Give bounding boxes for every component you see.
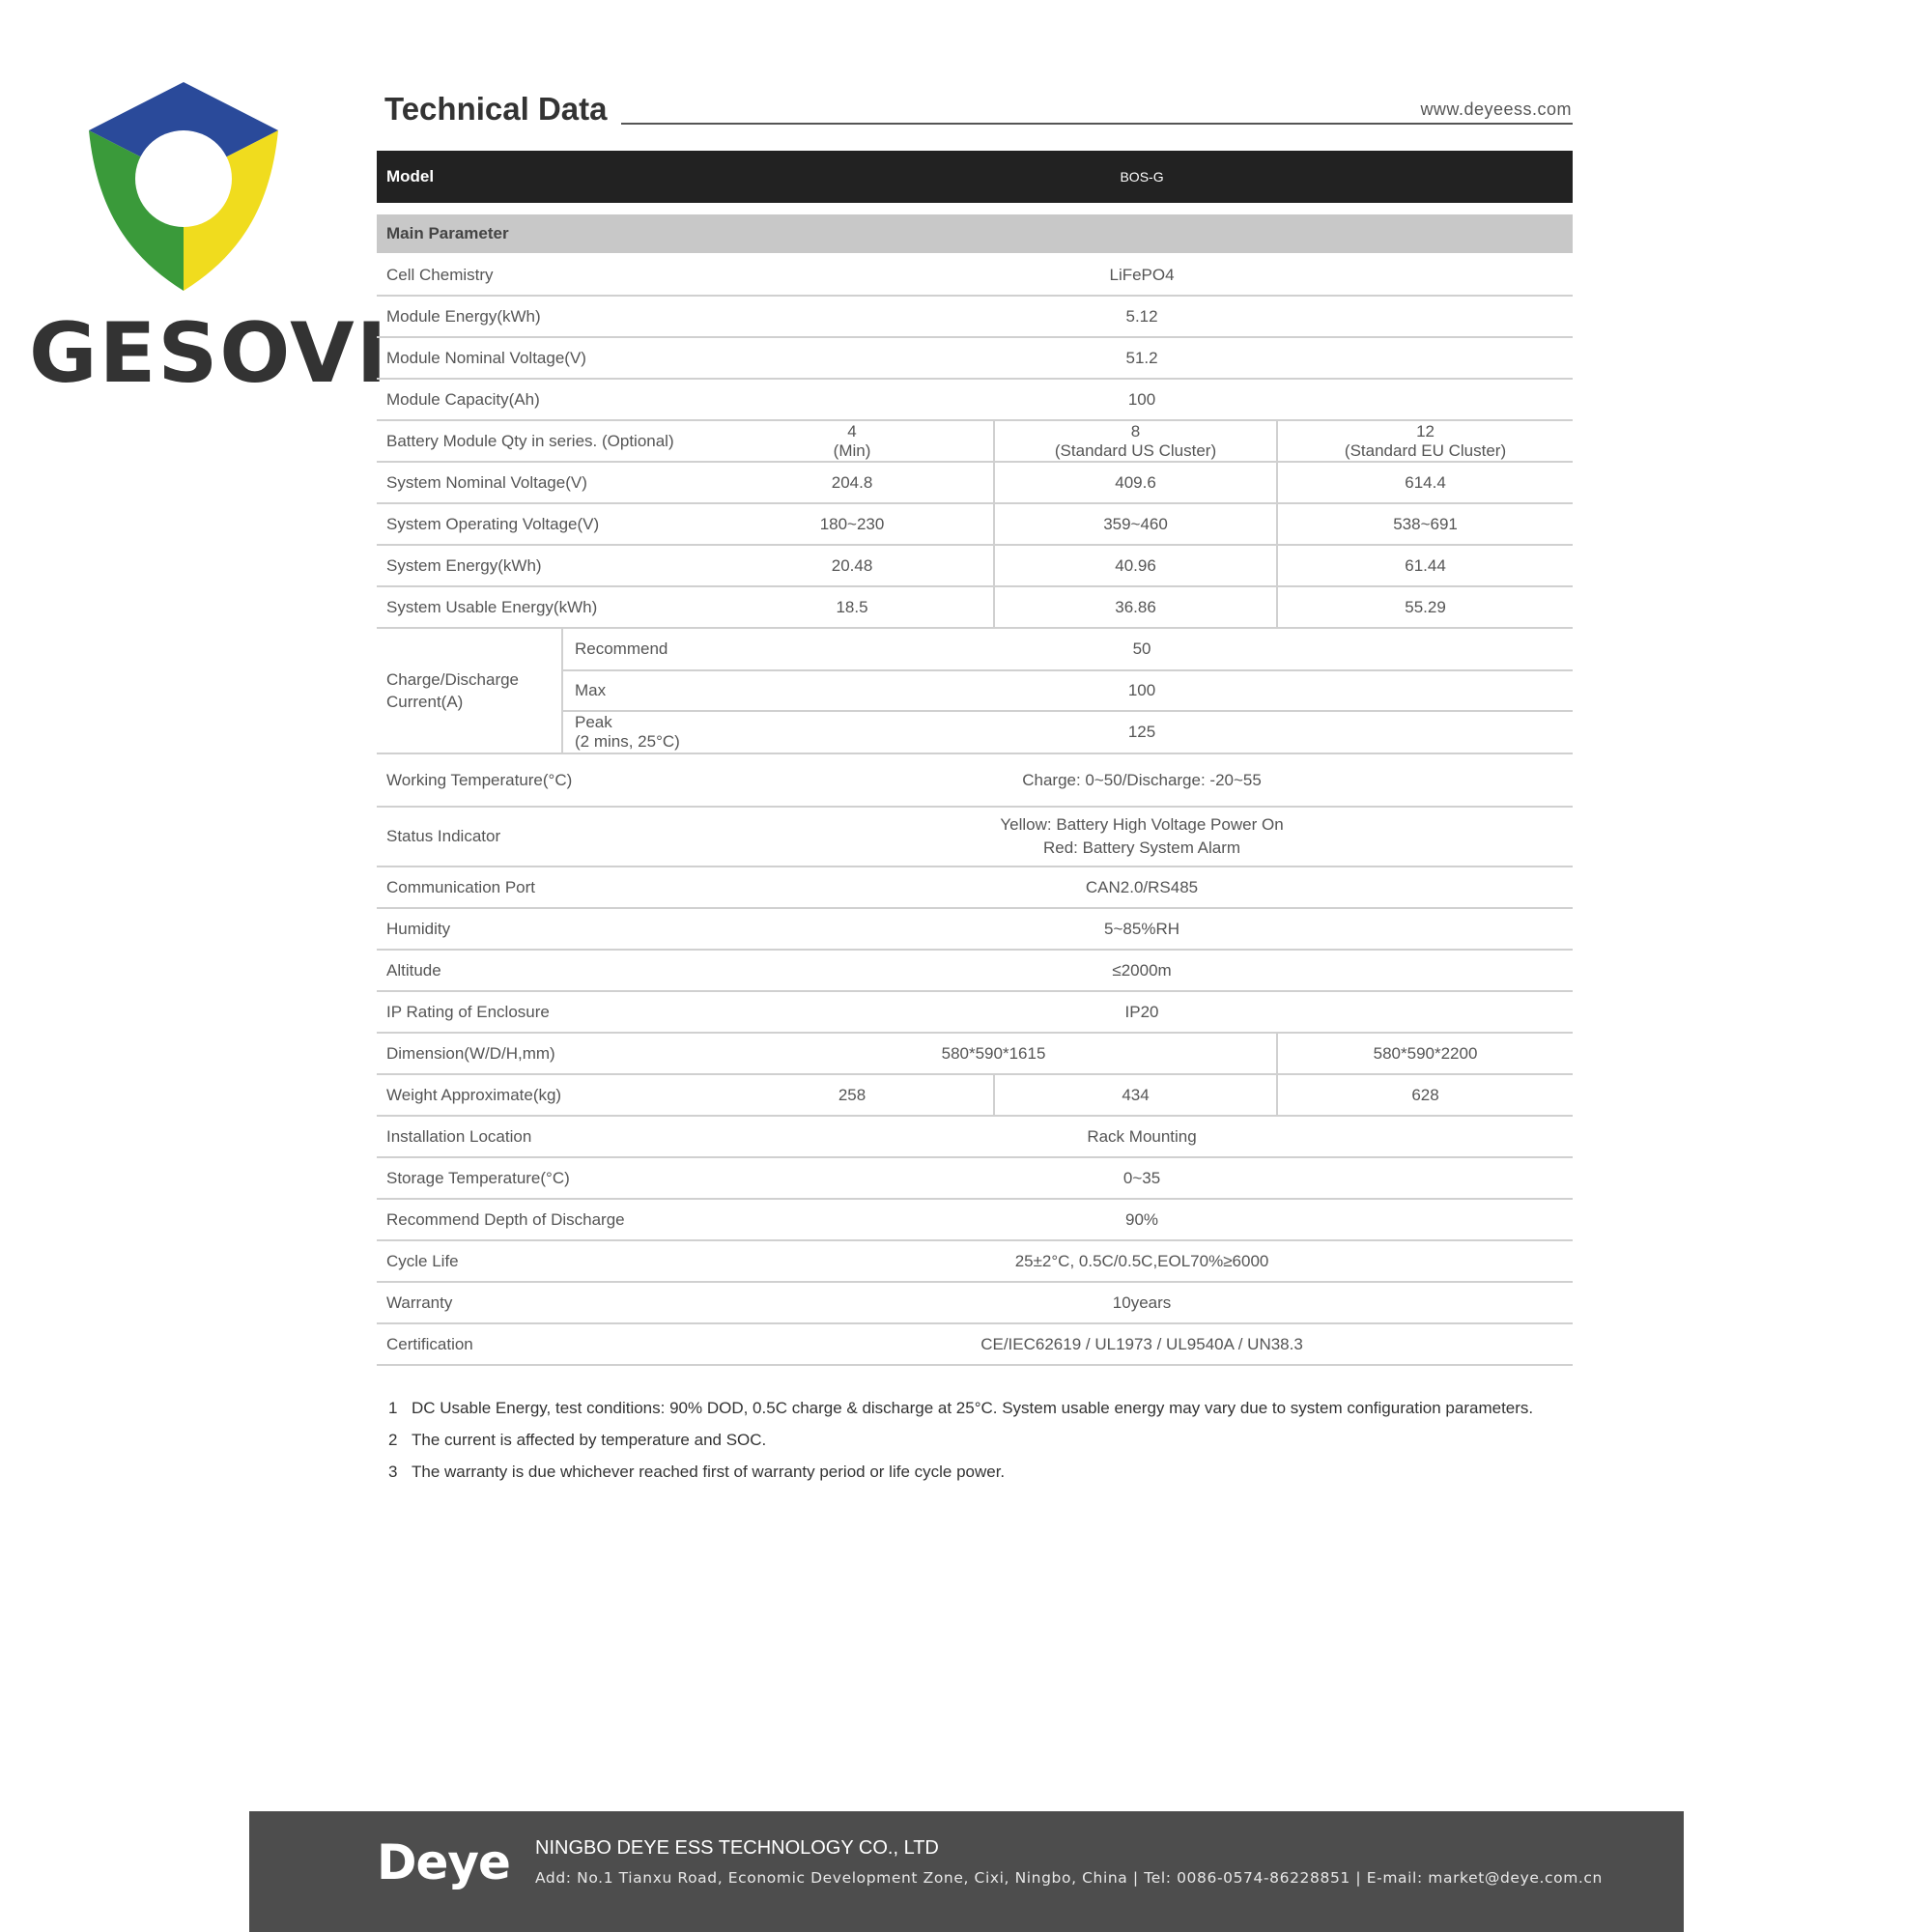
module-qty-us: 8 (Standard US Cluster) [994, 420, 1277, 462]
footnote: 1 DC Usable Energy, test conditions: 90% DOD, 0.5C charge & discharge at 25°C. System usable energy may vary due to system configuration parameters. [388, 1399, 1534, 1417]
comm-port-value: CAN2.0/RS485 [711, 867, 1573, 908]
footnotes [388, 1399, 1586, 1494]
website-link[interactable]: www.deyeess.com [1420, 99, 1572, 119]
table-row [377, 991, 1573, 1033]
table-cell: 628 [1277, 1074, 1573, 1116]
footnote: 3 The warranty is due whichever reached first of warranty period or life cycle power. [388, 1463, 1006, 1481]
comm-port-label: Communication Port [377, 867, 711, 908]
operating-voltage-label: System Operating Voltage(V) [377, 503, 711, 545]
table-row [377, 379, 1573, 420]
table-row [377, 254, 1573, 296]
module-capacity-label: Module Capacity(Ah) [377, 379, 711, 420]
table-cell: 55.29 [1277, 586, 1573, 628]
max-label: Max [562, 670, 711, 711]
table-row [377, 1282, 1573, 1323]
module-energy-value: 5.12 [711, 296, 1573, 337]
table-row [377, 420, 1573, 462]
table-cell: 538~691 [1277, 503, 1573, 545]
status-indicator-label: Status Indicator [377, 807, 711, 867]
deye-logo: Deye [377, 1834, 510, 1890]
dimension-value-b: 580*590*2200 [1277, 1033, 1573, 1074]
table-row [377, 586, 1573, 628]
technical-data-table [377, 151, 1573, 1366]
footer-bar [249, 1811, 1684, 1932]
table-row [377, 753, 1573, 807]
model-value: BOS-G [711, 151, 1573, 209]
certification-label: Certification [377, 1323, 711, 1365]
company-address: Add: No.1 Tianxu Road, Economic Development Zone, Cixi, Ningbo, China | Tel: 0086-0574-86228851 | E-mail: market@deye.com.cn [535, 1869, 1603, 1887]
status-indicator-value: Yellow: Battery High Voltage Power On Red: Battery System Alarm [711, 807, 1573, 867]
dod-value: 90% [711, 1199, 1573, 1240]
max-value: 100 [711, 670, 1573, 711]
table-row [377, 337, 1573, 379]
installation-value: Rack Mounting [711, 1116, 1573, 1157]
model-row [377, 151, 1573, 209]
storage-temp-label: Storage Temperature(°C) [377, 1157, 711, 1199]
recommend-label: Recommend [562, 628, 711, 670]
table-row [377, 1074, 1573, 1116]
current-label: Charge/Discharge Current(A) [377, 628, 562, 753]
humidity-value: 5~85%RH [711, 908, 1573, 950]
warranty-value: 10years [711, 1282, 1573, 1323]
table-row [377, 628, 1573, 670]
table-cell: 359~460 [994, 503, 1277, 545]
altitude-label: Altitude [377, 950, 711, 991]
module-qty-min: 4 (Min) [711, 420, 994, 462]
section-header [377, 209, 1573, 254]
title-divider [621, 123, 1573, 125]
table-row [377, 462, 1573, 503]
page-title: Technical Data [384, 91, 608, 127]
module-qty-label: Battery Module Qty in series. (Optional) [377, 420, 711, 462]
table-row [377, 1033, 1573, 1074]
table-cell: 61.44 [1277, 545, 1573, 586]
section-title: Main Parameter [377, 209, 1573, 254]
table-row [377, 950, 1573, 991]
table-row [377, 908, 1573, 950]
usable-energy-label: System Usable Energy(kWh) [377, 586, 711, 628]
peak-label: Peak (2 mins, 25°C) [562, 711, 711, 753]
ip-rating-label: IP Rating of Enclosure [377, 991, 711, 1033]
table-row [377, 1240, 1573, 1282]
dimension-label: Dimension(W/D/H,mm) [377, 1033, 711, 1074]
table-cell: 204.8 [711, 462, 994, 503]
cycle-life-value: 25±2°C, 0.5C/0.5C,EOL70%≥6000 [711, 1240, 1573, 1282]
shield-logo-icon [89, 82, 278, 291]
cycle-life-label: Cycle Life [377, 1240, 711, 1282]
model-label: Model [377, 151, 711, 209]
weight-label: Weight Approximate(kg) [377, 1074, 711, 1116]
module-capacity-value: 100 [711, 379, 1573, 420]
company-name: NINGBO DEYE ESS TECHNOLOGY CO., LTD [535, 1837, 939, 1859]
table-row [377, 1199, 1573, 1240]
working-temp-value: Charge: 0~50/Discharge: -20~55 [711, 753, 1573, 807]
warranty-label: Warranty [377, 1282, 711, 1323]
table-cell: 18.5 [711, 586, 994, 628]
table-cell: 36.86 [994, 586, 1277, 628]
certification-value: CE/IEC62619 / UL1973 / UL9540A / UN38.3 [711, 1323, 1573, 1365]
table-row [377, 1116, 1573, 1157]
table-cell: 40.96 [994, 545, 1277, 586]
humidity-label: Humidity [377, 908, 711, 950]
module-voltage-label: Module Nominal Voltage(V) [377, 337, 711, 379]
table-row [377, 1323, 1573, 1365]
table-row [377, 503, 1573, 545]
working-temp-label: Working Temperature(°C) [377, 753, 711, 807]
altitude-value: ≤2000m [711, 950, 1573, 991]
module-energy-label: Module Energy(kWh) [377, 296, 711, 337]
table-cell: 20.48 [711, 545, 994, 586]
storage-temp-value: 0~35 [711, 1157, 1573, 1199]
cell-chemistry-value: LiFePO4 [711, 254, 1573, 296]
footnote: 2 The current is affected by temperature and SOC. [388, 1431, 767, 1449]
system-voltage-label: System Nominal Voltage(V) [377, 462, 711, 503]
gesovi-logo [29, 82, 389, 402]
table-cell: 614.4 [1277, 462, 1573, 503]
table-row [377, 807, 1573, 867]
table-cell: 180~230 [711, 503, 994, 545]
dimension-value-a: 580*590*1615 [711, 1033, 1277, 1074]
module-qty-eu: 12 (Standard EU Cluster) [1277, 420, 1573, 462]
table-cell: 434 [994, 1074, 1277, 1116]
table-row [377, 867, 1573, 908]
recommend-value: 50 [711, 628, 1573, 670]
table-cell: 258 [711, 1074, 994, 1116]
logo-wordmark: GESOVI [29, 305, 389, 402]
installation-label: Installation Location [377, 1116, 711, 1157]
peak-value: 125 [711, 711, 1573, 753]
table-row [377, 296, 1573, 337]
cell-chemistry-label: Cell Chemistry [377, 254, 711, 296]
table-row [377, 545, 1573, 586]
module-voltage-value: 51.2 [711, 337, 1573, 379]
ip-rating-value: IP20 [711, 991, 1573, 1033]
table-cell: 409.6 [994, 462, 1277, 503]
table-row [377, 1157, 1573, 1199]
dod-label: Recommend Depth of Discharge [377, 1199, 711, 1240]
system-energy-label: System Energy(kWh) [377, 545, 711, 586]
